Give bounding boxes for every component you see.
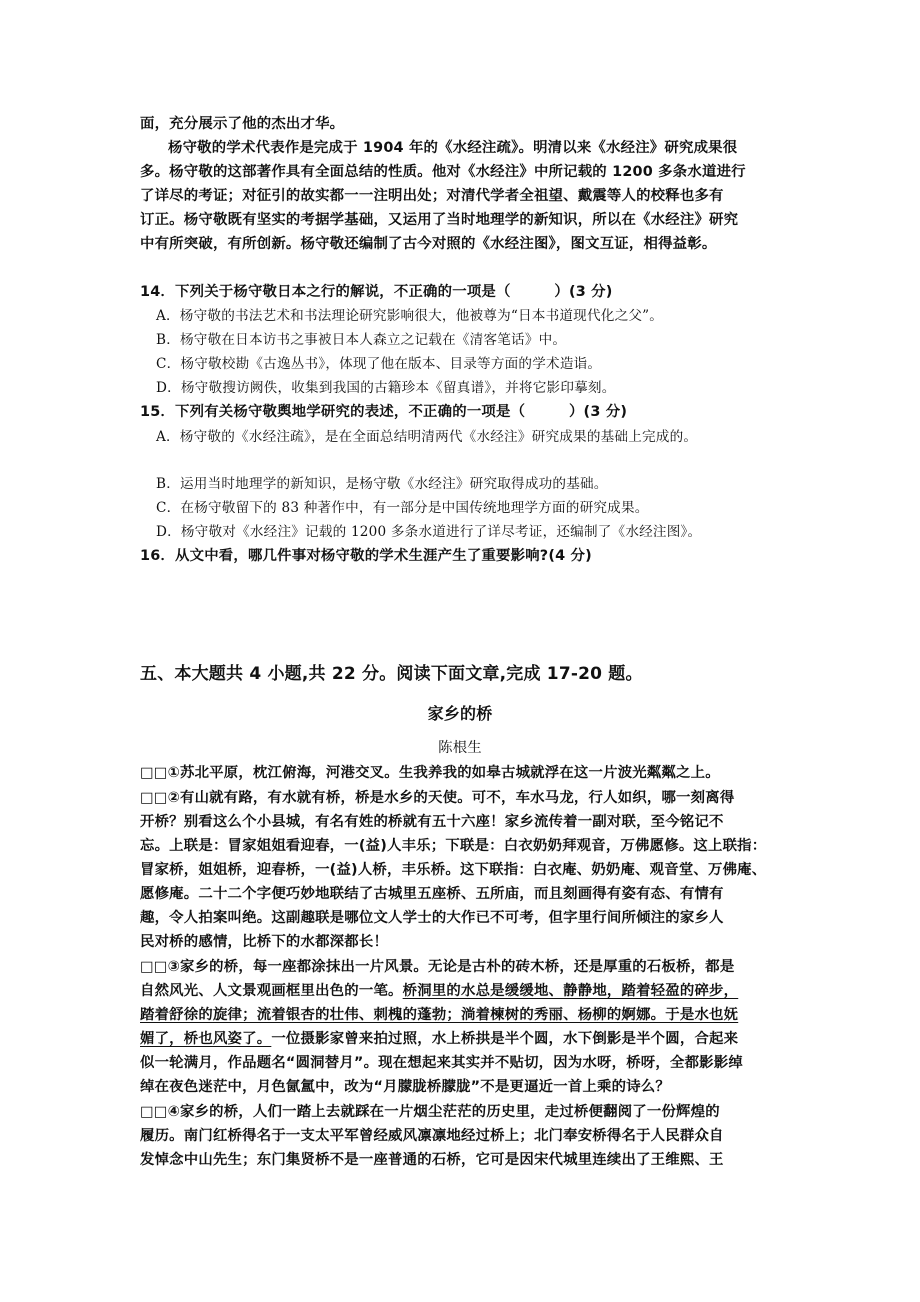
paragraph-3-line xyxy=(140,1005,790,1025)
passage-line: 订正。杨守敬既有坚实的考据学基础，又运用了当时地理学的新知识，所以在《水经注》研究 xyxy=(140,212,739,228)
passage-line: 了详尽的考证；对征引的故实都一一注明出处；对清代学者全祖望、戴震等人的校释也多有 xyxy=(140,188,724,204)
q15-option-b: B．运用当时地理学的新知识，是杨守敬《水经注》研究取得成功的基础。 xyxy=(156,476,608,492)
paragraph-2-line: 趣，令人拍案叫绝。这副趣联是哪位文人学士的大作已不可考，但字里行间所倾注的家乡人 xyxy=(140,910,724,926)
paragraph-2-line: 忘。上联是：冒家姐姐看迎春，一(益)人丰乐；下联是：白衣奶奶拜观音，万佛愿修。这上联指： xyxy=(140,838,767,854)
article-title: 家乡的桥 xyxy=(427,704,493,723)
q15-option-d: D．杨守敬对《水经注》记载的 1200 多条水道进行了详尽考证，还编制了《水经注图》。 xyxy=(156,524,702,540)
q15-option-c: C．在杨守敬留下的 83 种著作中，有一部分是中国传统地理学方面的研究成果。 xyxy=(156,500,649,516)
q15-option-a: A．杨守敬的《水经注疏》，是在全面总结明清两代《水经注》研究成果的基础上完成的。 xyxy=(156,429,698,445)
paragraph-4-line: 履历。南门红桥得名于一支太平军曾经威风凛凛地经过桥上；北门奉安桥得名于人民群众自 xyxy=(140,1128,724,1144)
underlined-sentence: 媚了，桥也风姿了。 xyxy=(140,1031,272,1047)
paragraph-4-line: □□④家乡的桥，人们一踏上去就踩在一片烟尘茫茫的历史里，走过桥便翻阅了一份辉煌的 xyxy=(140,1104,720,1120)
underlined-sentence: 踏着舒徐的旋律；流着银杏的壮伟、刺槐的蓬勃；淌着楝树的秀丽、杨柳的婀娜。于是水也妩 xyxy=(140,1007,739,1023)
section-heading: 五、本大题共 4 小题,共 22 分。阅读下面文章,完成 17-20 题。 xyxy=(140,664,643,684)
question-15-stem: 15．下列有关杨守敬舆地学研究的表述，不正确的一项是（ ）(3 分) xyxy=(140,404,628,420)
paragraph-2-line: 冒家桥，姐姐桥，迎春桥，一(益)人桥，丰乐桥。这下联指：白衣庵、奶奶庵、观音堂、万佛庵、 xyxy=(140,862,767,878)
article-author: 陈根生 xyxy=(438,740,482,756)
paragraph-3-text: 自然风光、人文景观画框里出色的一笔。 xyxy=(140,983,403,999)
paragraph-3-line xyxy=(140,1029,790,1049)
question-16-stem: 16．从文中看，哪几件事对杨守敬的学术生涯产生了重要影响?(4 分) xyxy=(140,548,592,564)
paragraph-2-line: □□②有山就有路，有水就有桥，桥是水乡的天使。可不，车水马龙，行人如织，哪一刻离得 xyxy=(140,790,735,806)
paragraph-2-line: 愿修庵。二十二个字便巧妙地联结了古城里五座桥、五所庙，而且刻画得有姿有态、有情有 xyxy=(140,886,724,902)
paragraph-3-line: 绰在夜色迷茫中，月色氤氲中，改为“月朦胧桥朦胧”不是更逼近一首上乘的诗么？ xyxy=(140,1079,670,1095)
paragraph-2-line: 民对桥的感情，比桥下的水都深都长！ xyxy=(140,934,389,950)
q14-option-a: A．杨守敬的书法艺术和书法理论研究影响很大，他被尊为“日本书道现代化之父”。 xyxy=(156,308,664,324)
paragraph-1: □□①苏北平原，枕江俯海，河港交叉。生我养我的如皋古城就浮在这一片波光粼粼之上。 xyxy=(140,765,720,781)
passage-line: 多。杨守敬的这部著作具有全面总结的性质。他对《水经注》中所记载的 1200 多条水道进行 xyxy=(140,164,746,180)
q14-option-b: B．杨守敬在日本访书之事被日本人森立之记载在《清客笔话》中。 xyxy=(156,332,567,348)
q14-option-c: C．杨守敬校勘《古逸丛书》，体现了他在版本、目录等方面的学术造诣。 xyxy=(156,356,602,372)
underlined-sentence: 桥洞里的水总是缓缓地、静静地，踏着轻盈的碎步， xyxy=(402,983,739,999)
passage-line: 杨守敬的学术代表作是完成于 1904 年的《水经注疏》。明清以来《水经注》研究成果很 xyxy=(168,140,738,156)
paragraph-2-line: 开桥？别看这么个小县城，有名有姓的桥就有五十六座！家乡流传着一副对联，至今铭记不 xyxy=(140,814,724,830)
question-14-stem: 14．下列关于杨守敬日本之行的解说，不正确的一项是（ ）(3 分) xyxy=(140,284,613,300)
passage-line: 面，充分展示了他的杰出才华。 xyxy=(140,116,345,132)
passage-line: 中有所突破，有所创新。杨守敬还编制了古今对照的《水经注图》，图文互证，相得益彰。 xyxy=(140,236,717,252)
paragraph-3-line: 似一轮满月，作品题名“圆洞替月”。现在想起来其实并不贴切，因为水呀，桥呀，全都影影绰 xyxy=(140,1055,743,1071)
paragraph-3-line xyxy=(140,981,790,1001)
paragraph-3-line: □□③家乡的桥，每一座都涂抹出一片风景。无论是古朴的砖木桥，还是厚重的石板桥，都是 xyxy=(140,959,735,975)
paragraph-4-line: 发悼念中山先生；东门集贤桥不是一座普通的石桥，它可是因宋代城里连续出了王维熙、王 xyxy=(140,1152,724,1168)
q14-option-d: D．杨守敬搜访阙佚，收集到我国的古籍珍本《留真谱》，并将它影印摹刻。 xyxy=(156,380,616,396)
paragraph-3-text: 一位摄影家曾来拍过照，水上桥拱是半个圆，水下倒影是半个圆，合起来 xyxy=(271,1031,739,1047)
